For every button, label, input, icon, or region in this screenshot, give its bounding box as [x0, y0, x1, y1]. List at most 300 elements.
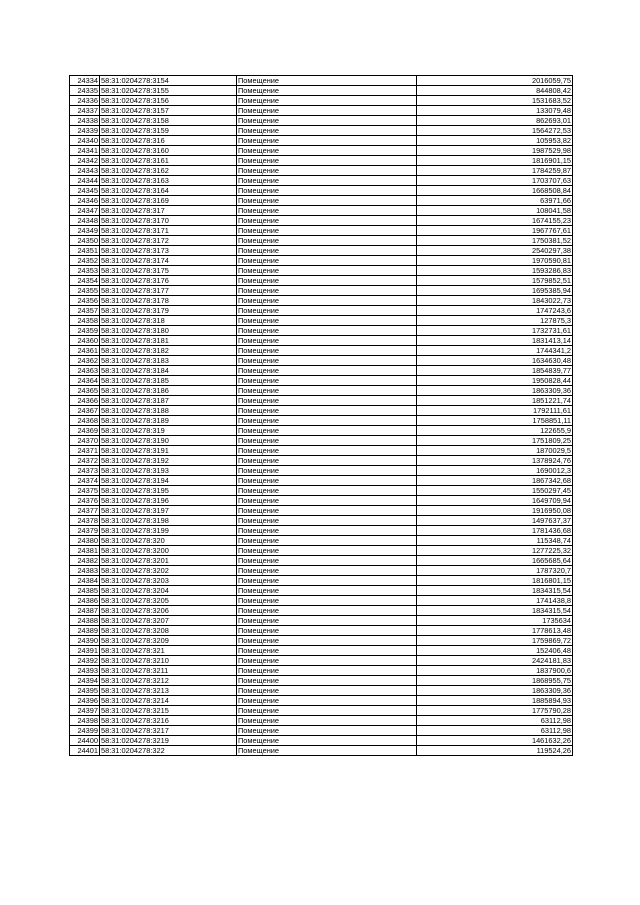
row-number-cell: 24335 — [70, 86, 100, 96]
object-type-cell: Помещение — [237, 726, 417, 736]
table-row — [70, 356, 573, 366]
row-number-cell: 24372 — [70, 456, 100, 466]
cadastral-value-cell: 1690012,3 — [417, 466, 573, 476]
table-row — [70, 306, 573, 316]
row-number-cell: 24357 — [70, 306, 100, 316]
cadastral-number-cell: 58:31:0204278:3154 — [100, 76, 237, 86]
table-row — [70, 296, 573, 306]
cadastral-value-cell: 2016059,75 — [417, 76, 573, 86]
table-row — [70, 436, 573, 446]
cadastral-value-cell: 1834315,54 — [417, 606, 573, 616]
table-row — [70, 646, 573, 656]
cadastral-value-cell: 119524,26 — [417, 746, 573, 756]
table-row — [70, 416, 573, 426]
object-type-cell: Помещение — [237, 246, 417, 256]
row-number-cell: 24388 — [70, 616, 100, 626]
table-row — [70, 616, 573, 626]
cadastral-number-cell: 58:31:0204278:3172 — [100, 236, 237, 246]
cadastral-number-cell: 58:31:0204278:3202 — [100, 566, 237, 576]
cadastral-number-cell: 58:31:0204278:322 — [100, 746, 237, 756]
object-type-cell: Помещение — [237, 616, 417, 626]
table-row — [70, 746, 573, 756]
row-number-cell: 24363 — [70, 366, 100, 376]
object-type-cell: Помещение — [237, 466, 417, 476]
cadastral-number-cell: 58:31:0204278:3183 — [100, 356, 237, 366]
cadastral-value-cell: 1378924,76 — [417, 456, 573, 466]
object-type-cell: Помещение — [237, 506, 417, 516]
table-row — [70, 136, 573, 146]
table-row — [70, 486, 573, 496]
row-number-cell: 24378 — [70, 516, 100, 526]
table-row — [70, 586, 573, 596]
table-row — [70, 606, 573, 616]
object-type-cell: Помещение — [237, 626, 417, 636]
row-number-cell: 24352 — [70, 256, 100, 266]
cadastral-number-cell: 58:31:0204278:3181 — [100, 336, 237, 346]
cadastral-number-cell: 58:31:0204278:3173 — [100, 246, 237, 256]
cadastral-value-cell: 1970590,81 — [417, 256, 573, 266]
cadastral-value-cell: 1750381,52 — [417, 236, 573, 246]
object-type-cell: Помещение — [237, 416, 417, 426]
object-type-cell: Помещение — [237, 226, 417, 236]
table-row — [70, 736, 573, 746]
object-type-cell: Помещение — [237, 426, 417, 436]
table-row — [70, 256, 573, 266]
table-row — [70, 216, 573, 226]
cadastral-number-cell: 58:31:0204278:3197 — [100, 506, 237, 516]
object-type-cell: Помещение — [237, 716, 417, 726]
row-number-cell: 24358 — [70, 316, 100, 326]
object-type-cell: Помещение — [237, 536, 417, 546]
object-type-cell: Помещение — [237, 636, 417, 646]
cadastral-value-cell: 1277225,32 — [417, 546, 573, 556]
row-number-cell: 24365 — [70, 386, 100, 396]
table-row — [70, 286, 573, 296]
row-number-cell: 24359 — [70, 326, 100, 336]
object-type-cell: Помещение — [237, 556, 417, 566]
object-type-cell: Помещение — [237, 606, 417, 616]
cadastral-value-cell: 1792111,61 — [417, 406, 573, 416]
row-number-cell: 24344 — [70, 176, 100, 186]
object-type-cell: Помещение — [237, 136, 417, 146]
cadastral-value-cell: 1751809,25 — [417, 436, 573, 446]
cadastral-number-cell: 58:31:0204278:3178 — [100, 296, 237, 306]
table-row — [70, 446, 573, 456]
row-number-cell: 24360 — [70, 336, 100, 346]
cadastral-value-cell: 1987529,98 — [417, 146, 573, 156]
cadastral-number-cell: 58:31:0204278:3186 — [100, 386, 237, 396]
object-type-cell: Помещение — [237, 236, 417, 246]
object-type-cell: Помещение — [237, 316, 417, 326]
cadastral-value-cell: 1461632,26 — [417, 736, 573, 746]
cadastral-value-cell: 2540297,38 — [417, 246, 573, 256]
table-row — [70, 266, 573, 276]
object-type-cell: Помещение — [237, 746, 417, 756]
row-number-cell: 24347 — [70, 206, 100, 216]
row-number-cell: 24368 — [70, 416, 100, 426]
cadastral-number-cell: 58:31:0204278:3191 — [100, 446, 237, 456]
cadastral-value-cell: 1775790,28 — [417, 706, 573, 716]
cadastral-value-cell: 1868955,75 — [417, 676, 573, 686]
table-row — [70, 686, 573, 696]
table-row — [70, 506, 573, 516]
table-row — [70, 76, 573, 86]
object-type-cell: Помещение — [237, 406, 417, 416]
cadastral-number-cell: 58:31:0204278:3208 — [100, 626, 237, 636]
cadastral-number-cell: 58:31:0204278:3201 — [100, 556, 237, 566]
cadastral-number-cell: 58:31:0204278:3161 — [100, 156, 237, 166]
cadastral-value-cell: 1649709,94 — [417, 496, 573, 506]
cadastral-value-cell: 63112,98 — [417, 716, 573, 726]
cadastral-number-cell: 58:31:0204278:3213 — [100, 686, 237, 696]
object-type-cell: Помещение — [237, 296, 417, 306]
cadastral-number-cell: 58:31:0204278:3219 — [100, 736, 237, 746]
cadastral-value-cell: 63971,66 — [417, 196, 573, 206]
row-number-cell: 24392 — [70, 656, 100, 666]
object-type-cell: Помещение — [237, 356, 417, 366]
object-type-cell: Помещение — [237, 186, 417, 196]
row-number-cell: 24380 — [70, 536, 100, 546]
cadastral-value-cell: 1668508,84 — [417, 186, 573, 196]
row-number-cell: 24373 — [70, 466, 100, 476]
object-type-cell: Помещение — [237, 456, 417, 466]
table-row — [70, 176, 573, 186]
row-number-cell: 24387 — [70, 606, 100, 616]
table-row — [70, 476, 573, 486]
cadastral-number-cell: 58:31:0204278:3170 — [100, 216, 237, 226]
object-type-cell: Помещение — [237, 696, 417, 706]
object-type-cell: Помещение — [237, 736, 417, 746]
cadastral-value-cell: 1735634 — [417, 616, 573, 626]
object-type-cell: Помещение — [237, 126, 417, 136]
object-type-cell: Помещение — [237, 686, 417, 696]
row-number-cell: 24341 — [70, 146, 100, 156]
table-row — [70, 706, 573, 716]
row-number-cell: 24369 — [70, 426, 100, 436]
cadastral-number-cell: 58:31:0204278:319 — [100, 426, 237, 436]
cadastral-value-cell: 1497637,37 — [417, 516, 573, 526]
cadastral-number-cell: 58:31:0204278:317 — [100, 206, 237, 216]
object-type-cell: Помещение — [237, 116, 417, 126]
table-row — [70, 336, 573, 346]
cadastral-number-cell: 58:31:0204278:3209 — [100, 636, 237, 646]
row-number-cell: 24395 — [70, 686, 100, 696]
row-number-cell: 24379 — [70, 526, 100, 536]
cadastral-number-cell: 58:31:0204278:3206 — [100, 606, 237, 616]
cadastral-number-cell: 58:31:0204278:3196 — [100, 496, 237, 506]
cadastral-value-cell: 1863309,36 — [417, 386, 573, 396]
cadastral-number-cell: 58:31:0204278:320 — [100, 536, 237, 546]
cadastral-number-cell: 58:31:0204278:3177 — [100, 286, 237, 296]
cadastral-number-cell: 58:31:0204278:3156 — [100, 96, 237, 106]
cadastral-number-cell: 58:31:0204278:3199 — [100, 526, 237, 536]
cadastral-number-cell: 58:31:0204278:3207 — [100, 616, 237, 626]
cadastral-value-cell: 862693,01 — [417, 116, 573, 126]
cadastral-number-cell: 58:31:0204278:3160 — [100, 146, 237, 156]
cadastral-value-cell: 1885894,93 — [417, 696, 573, 706]
object-type-cell: Помещение — [237, 496, 417, 506]
object-type-cell: Помещение — [237, 86, 417, 96]
row-number-cell: 24343 — [70, 166, 100, 176]
cadastral-value-cell: 1787320,7 — [417, 566, 573, 576]
cadastral-value-cell: 115348,74 — [417, 536, 573, 546]
cadastral-value-cell: 1747243,6 — [417, 306, 573, 316]
cadastral-value-cell: 1732731,61 — [417, 326, 573, 336]
cadastral-value-cell: 108041,58 — [417, 206, 573, 216]
cadastral-value-cell: 1759869,72 — [417, 636, 573, 646]
table-row — [70, 696, 573, 706]
row-number-cell: 24353 — [70, 266, 100, 276]
cadastral-value-cell: 1967767,61 — [417, 226, 573, 236]
object-type-cell: Помещение — [237, 166, 417, 176]
object-type-cell: Помещение — [237, 76, 417, 86]
row-number-cell: 24345 — [70, 186, 100, 196]
cadastral-value-cell: 1744341,2 — [417, 346, 573, 356]
cadastral-number-cell: 58:31:0204278:3203 — [100, 576, 237, 586]
cadastral-value-cell: 1851221,74 — [417, 396, 573, 406]
cadastral-table — [69, 75, 573, 756]
row-number-cell: 24362 — [70, 356, 100, 366]
cadastral-number-cell: 58:31:0204278:3169 — [100, 196, 237, 206]
cadastral-value-cell: 1781436,68 — [417, 526, 573, 536]
table-row — [70, 86, 573, 96]
cadastral-number-cell: 58:31:0204278:3174 — [100, 256, 237, 266]
object-type-cell: Помещение — [237, 96, 417, 106]
object-type-cell: Помещение — [237, 346, 417, 356]
table-row — [70, 396, 573, 406]
row-number-cell: 24366 — [70, 396, 100, 406]
cadastral-number-cell: 58:31:0204278:3189 — [100, 416, 237, 426]
object-type-cell: Помещение — [237, 106, 417, 116]
table-row — [70, 496, 573, 506]
row-number-cell: 24375 — [70, 486, 100, 496]
row-number-cell: 24349 — [70, 226, 100, 236]
cadastral-number-cell: 58:31:0204278:3214 — [100, 696, 237, 706]
object-type-cell: Помещение — [237, 326, 417, 336]
cadastral-number-cell: 58:31:0204278:3179 — [100, 306, 237, 316]
cadastral-number-cell: 58:31:0204278:3158 — [100, 116, 237, 126]
table-row — [70, 246, 573, 256]
row-number-cell: 24398 — [70, 716, 100, 726]
row-number-cell: 24340 — [70, 136, 100, 146]
object-type-cell: Помещение — [237, 676, 417, 686]
row-number-cell: 24351 — [70, 246, 100, 256]
row-number-cell: 24399 — [70, 726, 100, 736]
cadastral-number-cell: 58:31:0204278:3198 — [100, 516, 237, 526]
row-number-cell: 24389 — [70, 626, 100, 636]
table-row — [70, 186, 573, 196]
object-type-cell: Помещение — [237, 286, 417, 296]
cadastral-number-cell: 58:31:0204278:3194 — [100, 476, 237, 486]
cadastral-value-cell: 105953,82 — [417, 136, 573, 146]
table-row — [70, 726, 573, 736]
cadastral-number-cell: 58:31:0204278:3180 — [100, 326, 237, 336]
cadastral-number-cell: 58:31:0204278:3200 — [100, 546, 237, 556]
table-row — [70, 716, 573, 726]
object-type-cell: Помещение — [237, 516, 417, 526]
object-type-cell: Помещение — [237, 276, 417, 286]
object-type-cell: Помещение — [237, 586, 417, 596]
table-row — [70, 106, 573, 116]
cadastral-value-cell: 122655,9 — [417, 426, 573, 436]
table-row — [70, 236, 573, 246]
object-type-cell: Помещение — [237, 646, 417, 656]
cadastral-number-cell: 58:31:0204278:318 — [100, 316, 237, 326]
row-number-cell: 24356 — [70, 296, 100, 306]
cadastral-value-cell: 1550297,45 — [417, 486, 573, 496]
row-number-cell: 24336 — [70, 96, 100, 106]
cadastral-value-cell: 1593286,83 — [417, 266, 573, 276]
cadastral-value-cell: 1831413,14 — [417, 336, 573, 346]
cadastral-value-cell: 1564272,53 — [417, 126, 573, 136]
table-row — [70, 366, 573, 376]
table-row — [70, 636, 573, 646]
table-row — [70, 276, 573, 286]
table-row — [70, 346, 573, 356]
cadastral-number-cell: 58:31:0204278:316 — [100, 136, 237, 146]
table-row — [70, 376, 573, 386]
table-row — [70, 466, 573, 476]
cadastral-number-cell: 58:31:0204278:3217 — [100, 726, 237, 736]
cadastral-number-cell: 58:31:0204278:3204 — [100, 586, 237, 596]
object-type-cell: Помещение — [237, 596, 417, 606]
row-number-cell: 24339 — [70, 126, 100, 136]
row-number-cell: 24374 — [70, 476, 100, 486]
cadastral-number-cell: 58:31:0204278:3188 — [100, 406, 237, 416]
cadastral-value-cell: 2424181,83 — [417, 656, 573, 666]
cadastral-value-cell: 1867342,68 — [417, 476, 573, 486]
table-row — [70, 206, 573, 216]
cadastral-table-body — [70, 76, 573, 756]
cadastral-value-cell: 152406,48 — [417, 646, 573, 656]
cadastral-number-cell: 58:31:0204278:321 — [100, 646, 237, 656]
cadastral-number-cell: 58:31:0204278:3159 — [100, 126, 237, 136]
row-number-cell: 24384 — [70, 576, 100, 586]
object-type-cell: Помещение — [237, 526, 417, 536]
cadastral-number-cell: 58:31:0204278:3176 — [100, 276, 237, 286]
cadastral-value-cell: 127875,3 — [417, 316, 573, 326]
cadastral-number-cell: 58:31:0204278:3216 — [100, 716, 237, 726]
object-type-cell: Помещение — [237, 546, 417, 556]
table-row — [70, 326, 573, 336]
table-row — [70, 666, 573, 676]
table-row — [70, 576, 573, 586]
cadastral-value-cell: 1816901,15 — [417, 156, 573, 166]
table-row — [70, 656, 573, 666]
cadastral-value-cell: 1665685,64 — [417, 556, 573, 566]
object-type-cell: Помещение — [237, 306, 417, 316]
row-number-cell: 24338 — [70, 116, 100, 126]
row-number-cell: 24342 — [70, 156, 100, 166]
table-row — [70, 536, 573, 546]
row-number-cell: 24382 — [70, 556, 100, 566]
object-type-cell: Помещение — [237, 366, 417, 376]
cadastral-number-cell: 58:31:0204278:3205 — [100, 596, 237, 606]
row-number-cell: 24386 — [70, 596, 100, 606]
cadastral-value-cell: 1758851,11 — [417, 416, 573, 426]
cadastral-value-cell: 1531683,52 — [417, 96, 573, 106]
cadastral-number-cell: 58:31:0204278:3164 — [100, 186, 237, 196]
table-row — [70, 426, 573, 436]
cadastral-value-cell: 1579852,51 — [417, 276, 573, 286]
row-number-cell: 24383 — [70, 566, 100, 576]
object-type-cell: Помещение — [237, 666, 417, 676]
table-row — [70, 566, 573, 576]
row-number-cell: 24397 — [70, 706, 100, 716]
cadastral-value-cell: 1695385,94 — [417, 286, 573, 296]
cadastral-value-cell: 1843022,73 — [417, 296, 573, 306]
table-row — [70, 406, 573, 416]
cadastral-value-cell: 1950828,44 — [417, 376, 573, 386]
cadastral-value-cell: 1863309,36 — [417, 686, 573, 696]
cadastral-value-cell: 1916950,08 — [417, 506, 573, 516]
object-type-cell: Помещение — [237, 576, 417, 586]
table-row — [70, 226, 573, 236]
cadastral-value-cell: 844808,42 — [417, 86, 573, 96]
cadastral-number-cell: 58:31:0204278:3195 — [100, 486, 237, 496]
table-row — [70, 626, 573, 636]
row-number-cell: 24348 — [70, 216, 100, 226]
object-type-cell: Помещение — [237, 386, 417, 396]
table-row — [70, 456, 573, 466]
object-type-cell: Помещение — [237, 176, 417, 186]
object-type-cell: Помещение — [237, 486, 417, 496]
row-number-cell: 24371 — [70, 446, 100, 456]
cadastral-number-cell: 58:31:0204278:3163 — [100, 176, 237, 186]
table-row — [70, 116, 573, 126]
cadastral-number-cell: 58:31:0204278:3175 — [100, 266, 237, 276]
object-type-cell: Помещение — [237, 436, 417, 446]
cadastral-number-cell: 58:31:0204278:3193 — [100, 466, 237, 476]
table-row — [70, 166, 573, 176]
row-number-cell: 24350 — [70, 236, 100, 246]
object-type-cell: Помещение — [237, 146, 417, 156]
row-number-cell: 24381 — [70, 546, 100, 556]
table-row — [70, 126, 573, 136]
cadastral-value-cell: 1778613,48 — [417, 626, 573, 636]
cadastral-number-cell: 58:31:0204278:3171 — [100, 226, 237, 236]
cadastral-number-cell: 58:31:0204278:3212 — [100, 676, 237, 686]
cadastral-value-cell: 1703707,63 — [417, 176, 573, 186]
row-number-cell: 24354 — [70, 276, 100, 286]
object-type-cell: Помещение — [237, 706, 417, 716]
table-row — [70, 196, 573, 206]
object-type-cell: Помещение — [237, 656, 417, 666]
cadastral-number-cell: 58:31:0204278:3210 — [100, 656, 237, 666]
cadastral-number-cell: 58:31:0204278:3184 — [100, 366, 237, 376]
row-number-cell: 24391 — [70, 646, 100, 656]
object-type-cell: Помещение — [237, 266, 417, 276]
cadastral-number-cell: 58:31:0204278:3190 — [100, 436, 237, 446]
row-number-cell: 24401 — [70, 746, 100, 756]
table-row — [70, 386, 573, 396]
table-row — [70, 516, 573, 526]
row-number-cell: 24370 — [70, 436, 100, 446]
object-type-cell: Помещение — [237, 376, 417, 386]
row-number-cell: 24390 — [70, 636, 100, 646]
cadastral-number-cell: 58:31:0204278:3192 — [100, 456, 237, 466]
object-type-cell: Помещение — [237, 256, 417, 266]
cadastral-number-cell: 58:31:0204278:3215 — [100, 706, 237, 716]
row-number-cell: 24334 — [70, 76, 100, 86]
row-number-cell: 24393 — [70, 666, 100, 676]
cadastral-value-cell: 1674155,23 — [417, 216, 573, 226]
cadastral-number-cell: 58:31:0204278:3155 — [100, 86, 237, 96]
object-type-cell: Помещение — [237, 336, 417, 346]
row-number-cell: 24377 — [70, 506, 100, 516]
cadastral-number-cell: 58:31:0204278:3182 — [100, 346, 237, 356]
row-number-cell: 24385 — [70, 586, 100, 596]
